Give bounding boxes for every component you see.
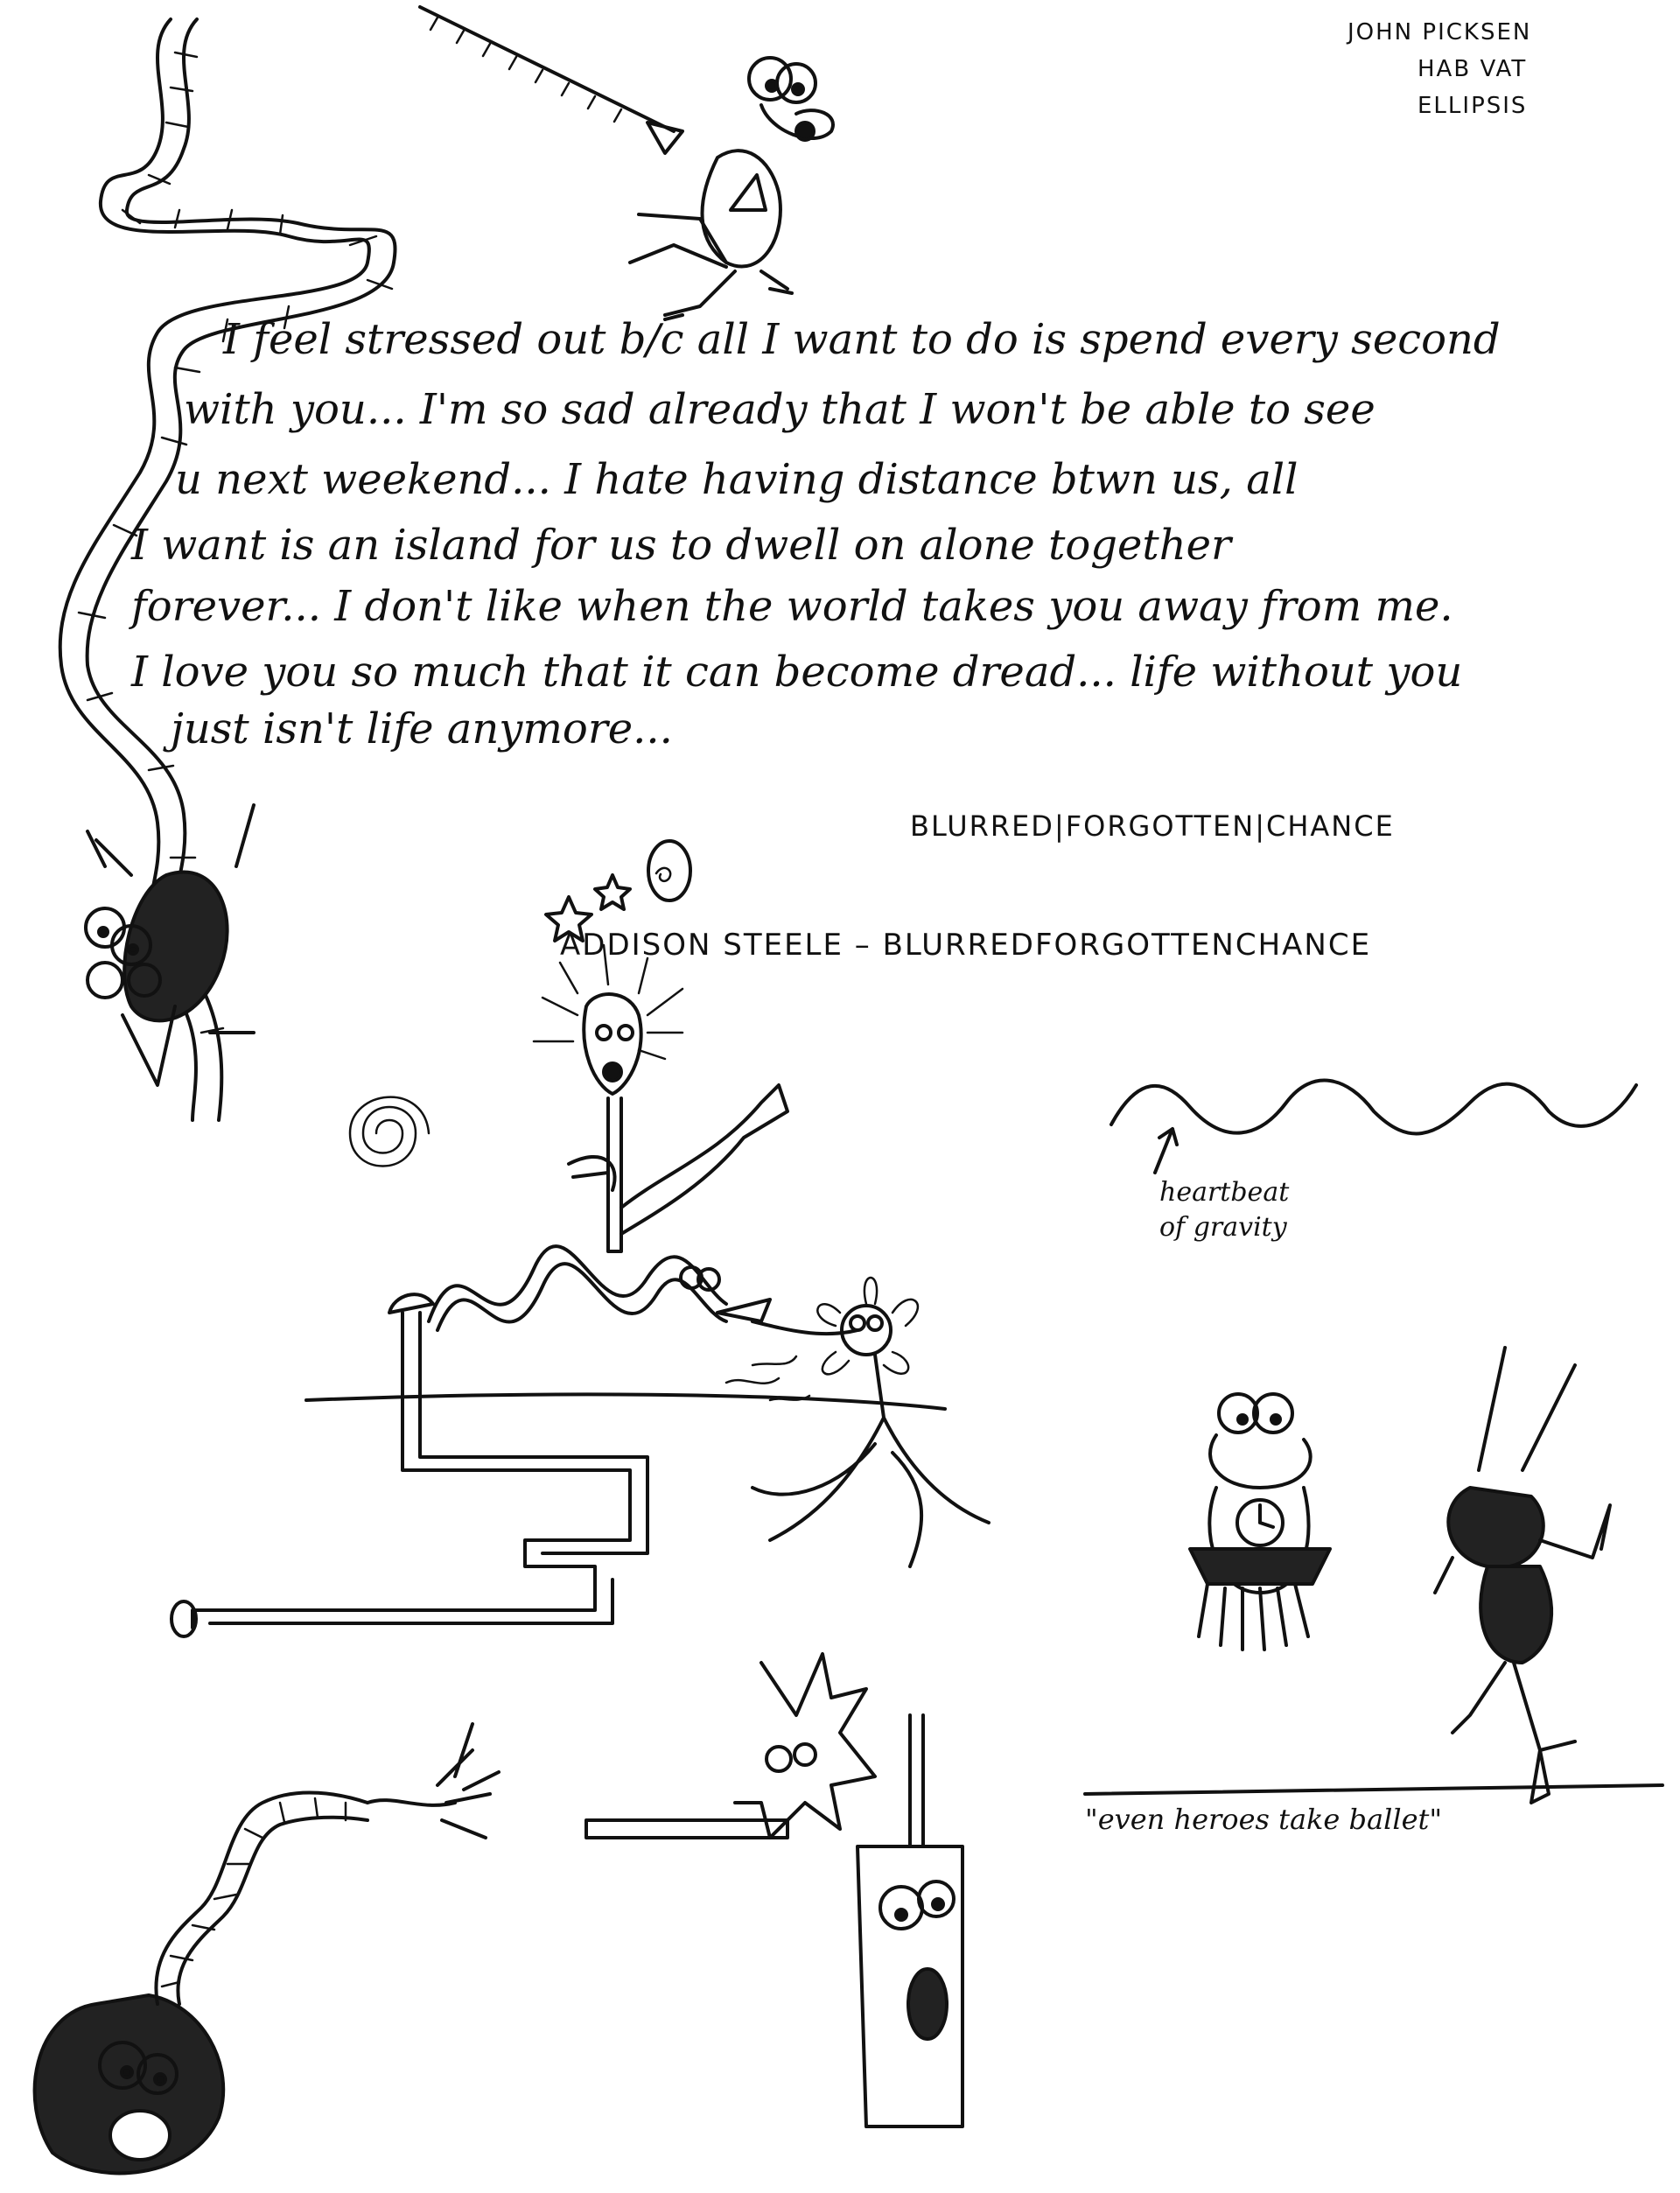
- title-separated: BLURRED|FORGOTTEN|CHANCE: [910, 809, 1395, 843]
- heartbeat-wave-drawing: [1111, 1081, 1636, 1173]
- caption-heartbeat-2: of gravity: [1159, 1212, 1287, 1243]
- sun-figure-drawing: [534, 945, 788, 1251]
- header-line-3: ELLIPSIS: [1418, 93, 1528, 119]
- letter-line-4: I want is an island for us to dwell on alone together: [131, 521, 1231, 570]
- walking-creature-drawing: [420, 7, 833, 319]
- blob-creature-drawing: [86, 805, 254, 1085]
- title-addison: ADDISON STEELE – BLURREDFORGOTTENCHANCE: [560, 928, 1372, 963]
- caption-heroes: "even heroes take ballet": [1085, 1803, 1443, 1836]
- spiral-drawing: [350, 1097, 429, 1167]
- letter-line-1: I feel stressed out b/c all I want to do is spend every second: [223, 315, 1501, 364]
- clock-frog-drawing: [1190, 1394, 1330, 1650]
- letter-line-5: forever... I don't like when the world takes you away from me.: [131, 582, 1453, 631]
- can-creature-drawing: [586, 1654, 962, 2126]
- letter-line-6: I love you so much that it can become dread... life without you: [131, 648, 1463, 697]
- tube-snake-drawing: [60, 19, 396, 1120]
- letter-line-2: with you... I'm so sad already that I won't be able to see: [184, 385, 1376, 434]
- caption-heartbeat-1: heartbeat: [1159, 1177, 1290, 1208]
- ground-line: [1085, 1785, 1662, 1794]
- stars-drawing: [546, 841, 690, 941]
- header-line-1: JOHN PICKSEN: [1348, 19, 1532, 46]
- letter-line-7: just isn't life anymore...: [171, 704, 673, 753]
- letter-line-3: u next weekend... I hate having distance btwn us, all: [175, 455, 1298, 504]
- flower-drawing: [752, 1278, 989, 1566]
- ballet-hero-drawing: [1435, 1348, 1610, 1803]
- bomb-drawing: [35, 1724, 499, 2173]
- header-line-2: HAB VAT: [1418, 56, 1528, 82]
